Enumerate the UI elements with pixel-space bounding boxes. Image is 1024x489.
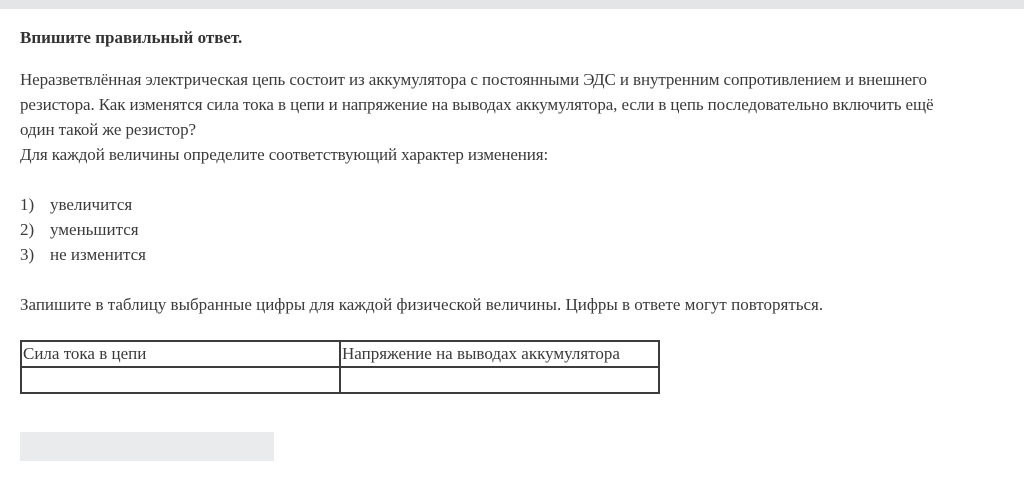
answer-cell-current[interactable] bbox=[21, 367, 340, 393]
top-bar bbox=[0, 0, 1024, 9]
answer-cell-voltage[interactable] bbox=[340, 367, 659, 393]
task-heading: Впишите правильный ответ. bbox=[20, 28, 243, 47]
answer-table bbox=[20, 340, 660, 394]
instruction-text: Запишите в таблицу выбранные цифры для каждой физической величины. Цифры в ответе могут повторяться. bbox=[20, 295, 824, 314]
option-item bbox=[20, 242, 1010, 267]
option-item bbox=[20, 217, 1010, 242]
option-number: 2) bbox=[20, 220, 35, 239]
question-line: один такой же резистор? bbox=[20, 120, 196, 139]
question-text bbox=[20, 67, 1010, 167]
option-number: 3) bbox=[20, 245, 35, 264]
answer-submit-area[interactable] bbox=[20, 432, 274, 461]
task-content bbox=[20, 27, 1010, 317]
question-line: резистора. Как изменятся сила тока в цепи и напряжение на выводах аккумулятора, если в цепь последовательно включить ещё bbox=[20, 95, 934, 114]
options-list bbox=[20, 192, 1010, 267]
option-label: уменьшится bbox=[50, 220, 139, 239]
table-header-row bbox=[21, 341, 659, 367]
option-item bbox=[20, 192, 1010, 217]
table-header-current: Сила тока в цепи bbox=[21, 341, 340, 367]
option-number: 1) bbox=[20, 195, 35, 214]
option-label: не изменится bbox=[50, 245, 146, 264]
table-header-voltage: Напряжение на выводах аккумулятора bbox=[340, 341, 659, 367]
question-line: Для каждой величины определите соответствующий характер изменения: bbox=[20, 145, 549, 164]
option-label: увеличится bbox=[50, 195, 133, 214]
question-line: Неразветвлённая электрическая цепь состоит из аккумулятора с постоянными ЭДС и внутренним сопротивлением и внешнего bbox=[20, 70, 927, 89]
table-answer-row bbox=[21, 367, 659, 393]
